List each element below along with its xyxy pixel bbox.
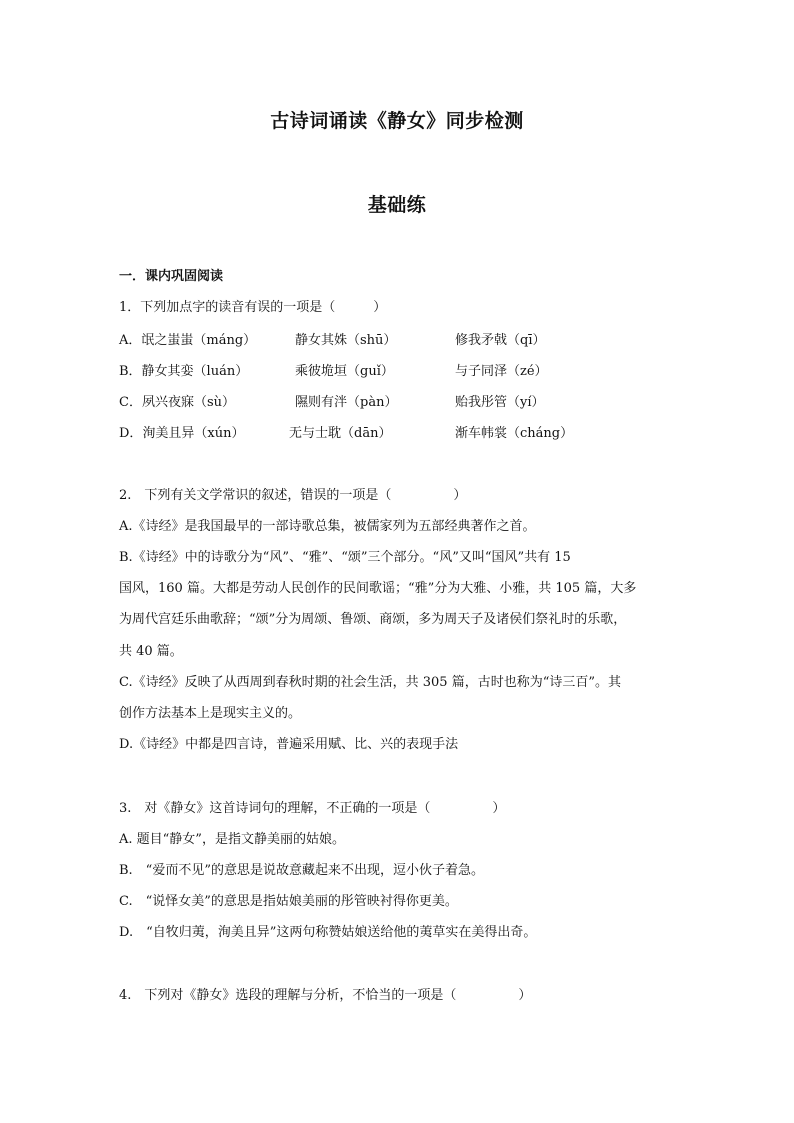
question-3-text: 3. 对《静女》这首诗词句的理解，不正确的一项是（ <box>119 801 431 816</box>
q1-option-c-3: 贻我彤管（yí） <box>455 395 545 410</box>
question-1-stem <box>119 299 386 317</box>
q2-line-5: 共 40 篇。 <box>119 644 183 659</box>
section-heading: 一．课内巩固阅读 <box>119 269 224 284</box>
q1-option-a-1: A．氓之蚩蚩（máng） <box>119 333 257 348</box>
q1-option-c-1: C．夙兴夜寐（sù） <box>119 395 235 410</box>
question-2-close: ） <box>453 488 467 503</box>
question-4-close: ） <box>518 988 532 1003</box>
q3-option-c: C. “说怿女美”的意思是指姑娘美丽的彤管映衬得你更美。 <box>119 894 458 909</box>
question-2-stem <box>119 487 466 505</box>
q2-line-7: 创作方法基本上是现实主义的。 <box>119 706 302 721</box>
q2-line-8: D.《诗经》中都是四言诗，普遍采用赋、比、兴的表现手法 <box>119 737 459 752</box>
q1-option-a-3: 修我矛戟（qī） <box>455 333 546 348</box>
q3-option-d: D. “自牧归荑，洵美且异”这两句称赞姑娘送给他的荑草实在美得出奇。 <box>119 925 537 940</box>
question-2-text: 2. 下列有关文学常识的叙述，错误的一项是（ <box>119 488 392 503</box>
question-4-stem <box>119 987 531 1005</box>
question-1-text: 1．下列加点字的读音有误的一项是（ <box>119 300 336 315</box>
q2-line-3: 国风，160 篇。大都是劳动人民创作的民间歌谣；“雅”分为大雅、小雅，共 105 篇，大多 <box>119 581 637 596</box>
q1-option-b-2: 乘彼垝垣（guǐ） <box>295 364 394 379</box>
q1-option-d-3: 渐车帏裳（cháng） <box>455 426 574 441</box>
question-4-text: 4. 下列对《静女》选段的理解与分析，不恰当的一项是（ <box>119 988 457 1003</box>
page-subtitle: 基础练 <box>367 194 427 216</box>
q2-line-2: B.《诗经》中的诗歌分为“风”、“雅”、“颂”三个部分。“风”又叫“国风”共有 15 <box>119 550 571 565</box>
q2-line-4: 为周代宫廷乐曲歌辞；“颂”分为周颂、鲁颂、商颂，多为周天子及诸侯们祭礼时的乐歌， <box>119 612 627 627</box>
q3-option-b: B. “爱而不见”的意思是说故意藏起来不出现，逗小伙子着急。 <box>119 863 484 878</box>
page-title: 古诗词诵读《静女》同步检测 <box>270 110 524 132</box>
question-3-stem <box>119 800 505 818</box>
q1-option-d-2: 无与士耽（dān） <box>289 426 392 441</box>
q2-line-1: A.《诗经》是我国最早的一部诗歌总集，被儒家列为五部经典著作之首。 <box>119 519 536 534</box>
q1-option-c-2: 隰则有泮（pàn） <box>295 395 398 410</box>
q2-line-6: C.《诗经》反映了从西周到春秋时期的社会生活，共 305 篇，古时也称为“诗三百”。其 <box>119 675 621 690</box>
q1-option-a-2: 静女其姝（shū） <box>295 333 397 348</box>
q3-option-a: A. 题目“静女”，是指文静美丽的姑娘。 <box>119 832 345 847</box>
q1-option-d-1: D．洵美且异（xún） <box>119 426 245 441</box>
question-1-close: ） <box>373 300 387 315</box>
question-3-close: ） <box>492 801 506 816</box>
q1-option-b-3: 与子同泽（zé） <box>455 364 548 379</box>
q1-option-b-1: B．静女其娈（luán） <box>119 364 249 379</box>
